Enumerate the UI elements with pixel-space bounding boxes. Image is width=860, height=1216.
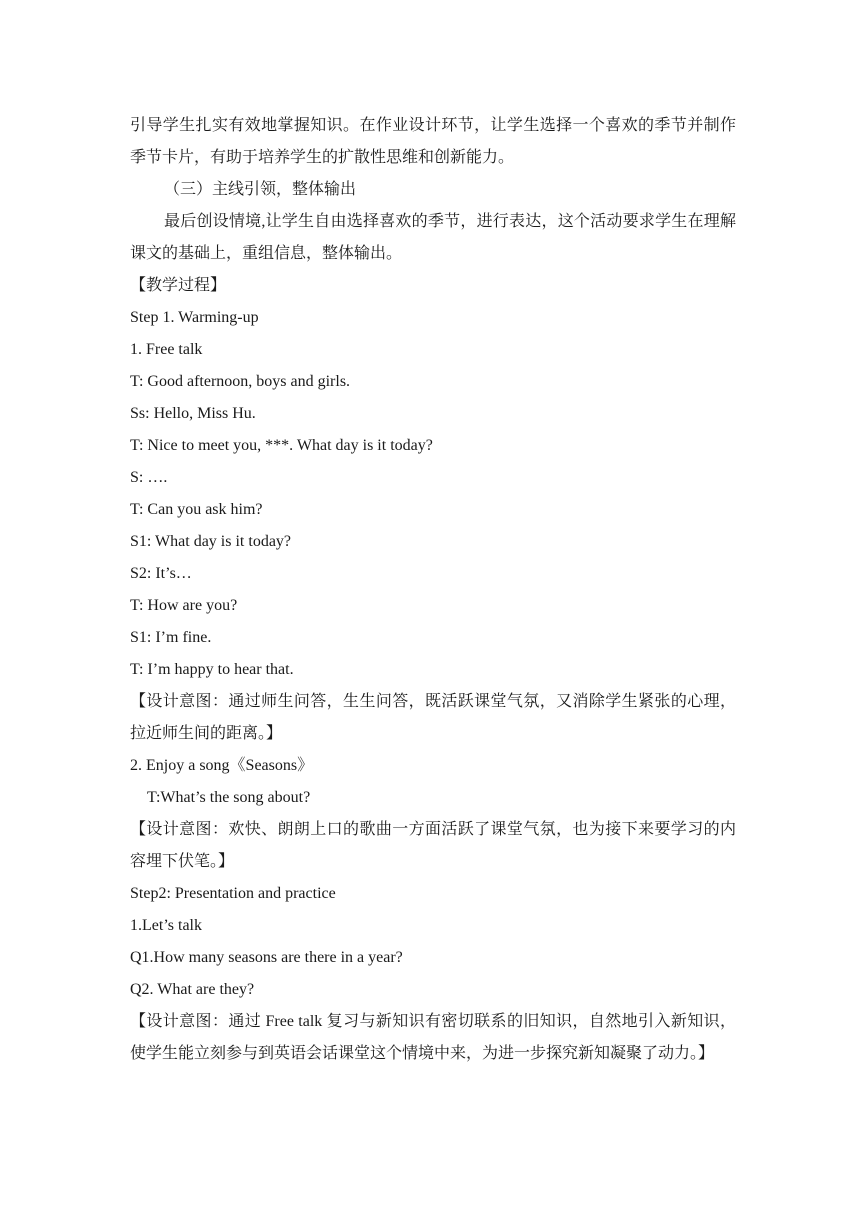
dialogue-line: S1: What day is it today? bbox=[130, 533, 292, 550]
dialogue-line: T: Nice to meet you, ***. What day is it today? bbox=[130, 437, 433, 454]
step2-heading: Step2: Presentation and practice bbox=[130, 885, 336, 902]
dialogue-line: S1: I’m fine. bbox=[130, 629, 212, 646]
dialogue-line: S: …. bbox=[130, 469, 168, 486]
dialogue-line: Ss: Hello, Miss Hu. bbox=[130, 405, 256, 422]
dialogue-line: T: How are you? bbox=[130, 597, 238, 614]
dialogue-line: S2: It’s… bbox=[130, 565, 192, 582]
dialogue-line: T: I’m happy to hear that. bbox=[130, 661, 294, 678]
intro-paragraph: 引导学生扎实有效地掌握知识。在作业设计环节，让学生选择一个喜欢的季节并制作季节卡片，有助于培养学生的扩散性思维和创新能力。 bbox=[130, 117, 736, 166]
dialogue-line: T: Good afternoon, boys and girls. bbox=[130, 373, 351, 390]
process-heading: 【教学过程】 bbox=[130, 277, 227, 294]
dialogue-line: T: Can you ask him? bbox=[130, 501, 263, 518]
question-2: Q2. What are they? bbox=[130, 981, 255, 998]
step1-heading: Step 1. Warming-up bbox=[130, 309, 259, 326]
design-note-2: 【设计意图：欢快、朗朗上口的歌曲一方面活跃了课堂气氛，也为接下来要学习的内容埋下伏笔。】 bbox=[130, 821, 736, 870]
design-note-3: 【设计意图：通过 Free talk 复习与新知识有密切联系的旧知识，自然地引入新知识，使学生能立刻参与到英语会话课堂这个情境中来，为进一步探究新知凝聚了动力。】 bbox=[130, 1013, 736, 1062]
step2-item-lets-talk: 1.Let’s talk bbox=[130, 917, 202, 934]
design-note-1: 【设计意图：通过师生问答，生生问答，既活跃课堂气氛，又消除学生紧张的心理，拉近师生间的距离。】 bbox=[130, 693, 736, 742]
step1-item-enjoy-song: 2. Enjoy a song《Seasons》 bbox=[130, 757, 314, 774]
section-3-paragraph: 最后创设情境,让学生自由选择喜欢的季节，进行表达，这个活动要求学生在理解课文的基础上，重组信息，整体输出。 bbox=[130, 213, 736, 262]
question-1: Q1.How many seasons are there in a year? bbox=[130, 949, 403, 966]
section-3-heading: （三）主线引领，整体输出 bbox=[164, 181, 357, 198]
step1-item-free-talk: 1. Free talk bbox=[130, 341, 203, 358]
song-question: T:What’s the song about? bbox=[147, 789, 311, 806]
document-body bbox=[130, 110, 736, 1070]
